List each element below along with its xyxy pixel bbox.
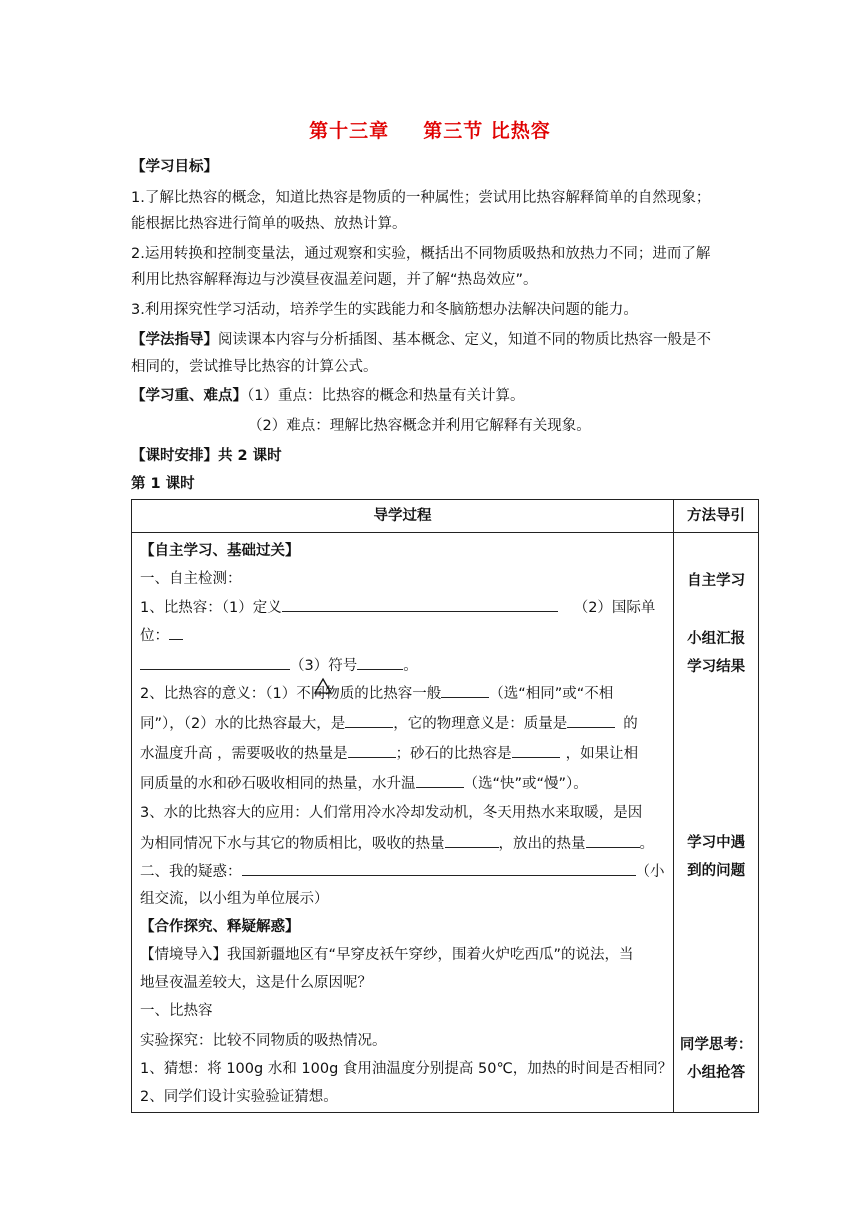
keypoints-difficult: （2）难点：理解比热容概念并利用它解释有关现象。 bbox=[248, 418, 591, 434]
side-group-report-1: 小组汇报 bbox=[687, 631, 746, 647]
q2-blank-6[interactable] bbox=[416, 773, 464, 788]
method-line-2: 相同的，尝试推导比热容的计算公式。 bbox=[131, 359, 378, 375]
q3-line-1: 3、水的比热容大的应用：人们常用冷水冷却发动机，冬天用热水来取暖，是因 bbox=[140, 805, 643, 821]
schedule-heading: 【课时安排】共 2 课时 bbox=[131, 448, 282, 464]
symbol-blank[interactable] bbox=[357, 655, 403, 670]
objective-3: 3.利用探究性学习活动，培养学生的实践能力和冬脑筋想办法解决问题的能力。 bbox=[131, 302, 638, 318]
intro-label: 【情境导入】 bbox=[140, 947, 227, 963]
method-cell bbox=[674, 533, 759, 1113]
lesson-label: 第 1 课时 bbox=[131, 476, 195, 492]
intro-line-2: 地昼夜温差较大，这是什么原因呢？ bbox=[140, 975, 372, 991]
doubt-line-2: 组交流，以小组为单位展示） bbox=[140, 891, 329, 907]
chapter-title: 第十三章 bbox=[309, 120, 390, 142]
side-self-study: 自主学习 bbox=[687, 573, 746, 589]
q2-blank-3[interactable] bbox=[567, 713, 615, 728]
q2-text-j: （选“快”或“慢”）。 bbox=[463, 776, 588, 792]
q1-line-1 bbox=[140, 597, 667, 618]
q1-line-3 bbox=[140, 655, 667, 676]
section-title: 第三节 比热容 bbox=[423, 120, 551, 142]
q2-text-d: ，它的物理意义是：质量是 bbox=[393, 716, 568, 732]
col-header-process: 导学过程 bbox=[132, 500, 674, 533]
keypoints-heading: 【学习重、难点】 bbox=[131, 388, 247, 404]
q3-text-d: 。 bbox=[639, 836, 654, 852]
q2-line-1 bbox=[140, 683, 667, 704]
q1-definition-label: 1、比热容：（1）定义 bbox=[140, 600, 282, 616]
objectives-heading: 【学习目标】 bbox=[131, 159, 218, 175]
keypoints-line-1 bbox=[131, 386, 761, 406]
q2-text-e: 的 bbox=[623, 716, 638, 732]
doubt-line-1 bbox=[140, 861, 667, 882]
q3-blank-2[interactable] bbox=[586, 833, 640, 848]
q2-text-c: 同”），（2）水的比热容最大，是 bbox=[140, 716, 346, 732]
q2-text-b: （选“相同”或“不相 bbox=[489, 686, 614, 702]
doubt-text-b: （小 bbox=[635, 864, 665, 880]
guess-line: 1、猜想：将 100g 水和 100g 食用油温度分别提高 50℃，加热的时间是否相同？ bbox=[140, 1061, 673, 1077]
unit-blank-start[interactable] bbox=[169, 625, 183, 640]
definition-blank[interactable] bbox=[282, 597, 558, 612]
col-header-method: 方法导引 bbox=[674, 500, 759, 533]
self-study-heading: 【自主学习、基础过关】 bbox=[140, 543, 300, 559]
q2-line-4 bbox=[140, 773, 667, 794]
process-cell bbox=[132, 533, 674, 1113]
objective-2-line-2: 利用比热容解释海边与沙漠昼夜温差问题，并了解“热岛效应”。 bbox=[131, 272, 538, 288]
cooperate-heading: 【合作探究、释疑解惑】 bbox=[140, 919, 300, 935]
q3-text-c: ，放出的热量 bbox=[498, 836, 586, 852]
keypoints-important: （1）重点：比热容的概念和热量有关计算。 bbox=[247, 388, 525, 404]
q2-line-2 bbox=[140, 713, 667, 734]
q2-text-h: ，如果让相 bbox=[565, 746, 639, 762]
q3-text-b: 为相同情况下水与其它的物质相比，吸收的热量 bbox=[140, 836, 445, 852]
q2-blank-2[interactable] bbox=[345, 713, 393, 728]
side-think-2: 小组抢答 bbox=[687, 1065, 746, 1081]
page-title bbox=[0, 116, 860, 143]
q1-symbol-label: （3）符号 bbox=[290, 658, 358, 674]
method-line-1 bbox=[131, 330, 761, 350]
triangle-mark-icon bbox=[313, 677, 333, 695]
side-group-report-2: 学习结果 bbox=[687, 659, 746, 675]
doubt-label: 二、我的疑惑： bbox=[140, 864, 242, 880]
unit-blank[interactable] bbox=[140, 655, 290, 670]
guide-table bbox=[131, 499, 759, 1113]
q2-text-g: ；砂石的比热容是 bbox=[395, 746, 512, 762]
intro-line-1 bbox=[140, 945, 667, 965]
q1-unit-label-cont: 位： bbox=[140, 628, 169, 644]
table-body-row bbox=[132, 533, 759, 1113]
q1-period: 。 bbox=[403, 658, 418, 674]
q3-blank-1[interactable] bbox=[445, 833, 499, 848]
q2-blank-5[interactable] bbox=[512, 743, 560, 758]
q1-unit-label: （2）国际单 bbox=[573, 600, 656, 616]
objective-1-line-2: 能根据比热容进行简单的吸热、放热计算。 bbox=[131, 216, 407, 232]
experiment-label: 实验探究：比较不同物质的吸热情况。 bbox=[140, 1033, 387, 1049]
method-text-1: 阅读课本内容与分析插图、基本概念、定义，知道不同的物质比热容一般是不 bbox=[218, 332, 711, 348]
design-line: 2、同学们设计实验验证猜想。 bbox=[140, 1089, 338, 1105]
q2-blank-4[interactable] bbox=[348, 743, 396, 758]
part1-heading: 一、比热容 bbox=[140, 1003, 213, 1019]
q2-text-a: 2、比热容的意义：（1）不同物质的比热容一般 bbox=[140, 686, 442, 702]
objective-1-line-1: 1.了解比热容的概念，知道比热容是物质的一种属性；尝试用比热容解释简单的自然现象； bbox=[131, 190, 711, 206]
intro-text-a: 我国新疆地区有“早穿皮袄午穿纱，围着火炉吃西瓜”的说法，当 bbox=[227, 947, 634, 963]
side-think-1: 同学思考： bbox=[679, 1037, 753, 1053]
q2-blank-1[interactable] bbox=[441, 683, 489, 698]
table-header-row bbox=[132, 500, 759, 533]
self-check-label: 一、自主检测： bbox=[140, 571, 242, 587]
q3-line-2 bbox=[140, 833, 667, 854]
side-problems-2: 到的问题 bbox=[687, 863, 746, 879]
q2-line-3 bbox=[140, 743, 667, 764]
side-problems-1: 学习中遇 bbox=[687, 835, 746, 851]
method-heading: 【学法指导】 bbox=[131, 332, 218, 348]
objective-2-line-1: 2.运用转换和控制变量法，通过观察和实验，概括出不同物质吸热和放热力不同；进而了解 bbox=[131, 246, 711, 262]
q2-text-i: 同质量的水和砂石吸收相同的热量，水升温 bbox=[140, 776, 416, 792]
q1-line-2 bbox=[140, 625, 667, 646]
q2-text-f: 水温度升高 ，需要吸收的热量是 bbox=[140, 746, 348, 762]
doubt-blank[interactable] bbox=[242, 861, 636, 876]
